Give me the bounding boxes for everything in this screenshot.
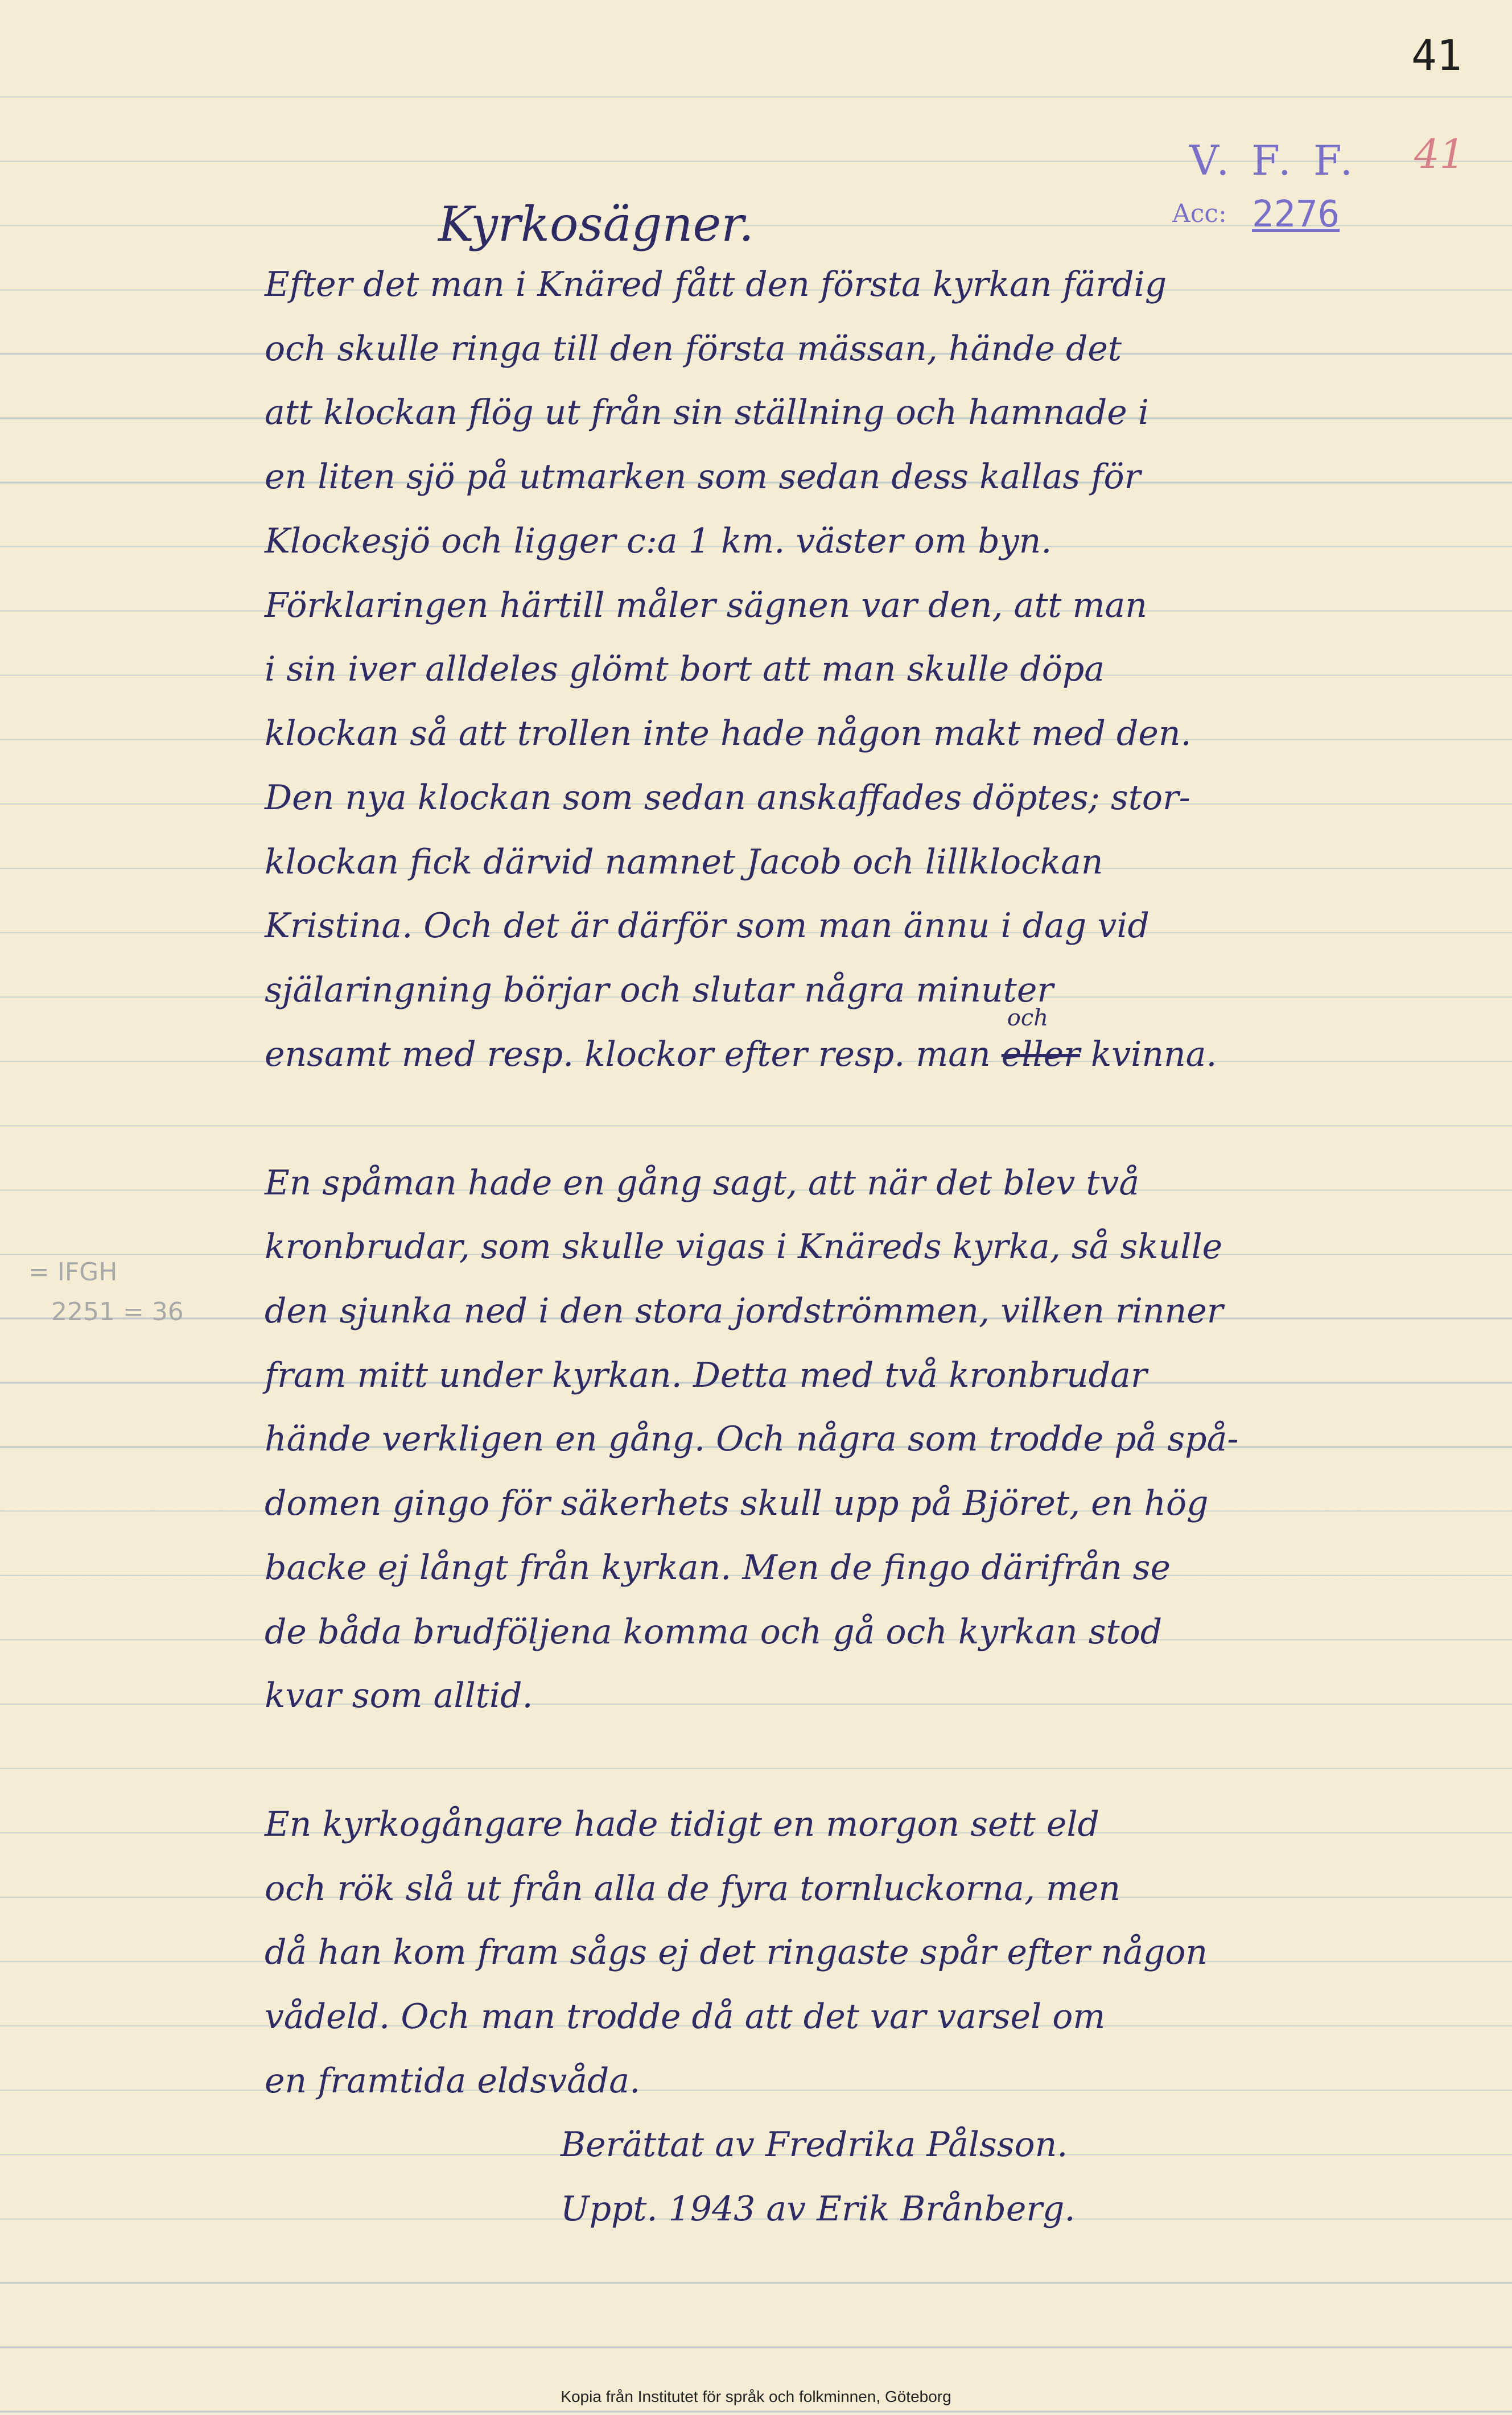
- inserted-word: och: [1007, 1005, 1048, 1031]
- text-line-with-correction: [265, 1005, 1217, 1074]
- archive-stamp-acc-label: Acc:: [1172, 199, 1227, 228]
- text-line: då han kom fram sågs ej det ringaste spår efter någon: [265, 1932, 1208, 1972]
- narrator-credit: Berättat av Fredrika Pålsson.: [561, 2125, 1068, 2165]
- margin-note-line1: = IFGH: [28, 1258, 118, 1287]
- text-segment: ensamt med resp. klockor efter resp. man: [265, 1035, 991, 1074]
- text-line: En spåman hade en gång sagt, att när det blev två: [265, 1163, 1140, 1203]
- text-line: Den nya klockan som sedan anskaffades döptes; stor-: [265, 778, 1190, 818]
- text-line: hände verkligen en gång. Och några som trodde på spå-: [265, 1419, 1239, 1459]
- text-line: Förklaringen härtill måler sägnen var den, att man: [265, 586, 1147, 625]
- text-line: fram mitt under kyrkan. Detta med två kronbrudar: [265, 1355, 1147, 1395]
- archive-stamp-acc-number: 2276: [1252, 193, 1340, 236]
- text-line: själaringning börjar och slutar några minuter: [265, 970, 1054, 1010]
- text-line: de båda brudföljena komma och gå och kyrkan stod: [265, 1612, 1163, 1652]
- text-line: backe ej långt från kyrkan. Men de fingo därifrån se: [265, 1548, 1171, 1588]
- recorder-credit: Uppt. 1943 av Erik Brånberg.: [561, 2189, 1076, 2229]
- text-line: i sin iver alldeles glömt bort att man skulle döpa: [265, 649, 1105, 689]
- margin-note-line2: 2251 = 36: [51, 1297, 184, 1326]
- text-line: Kristina. Och det är därför som man ännu i dag vid: [265, 906, 1150, 946]
- text-line: den sjunka ned i den stora jordströmmen, vilken rinner: [265, 1291, 1223, 1331]
- text-line: vådeld. Och man trodde då att det var varsel om: [265, 1997, 1106, 2037]
- text-line: och skulle ringa till den första mässan, hände det: [265, 329, 1122, 369]
- struck-word: eller: [1001, 1035, 1080, 1074]
- text-line: en framtida eldsvåda.: [265, 2061, 641, 2101]
- text-line: kvar som alltid.: [265, 1676, 533, 1716]
- text-line: Klockesjö och ligger c:a 1 km. väster om byn.: [265, 521, 1052, 561]
- text-line: Efter det man i Knäred fått den första kyrkan färdig: [265, 265, 1167, 304]
- pencil-page-number: 41: [1414, 131, 1465, 178]
- text-segment: kvinna.: [1090, 1035, 1217, 1074]
- text-line: klockan fick därvid namnet Jacob och lillklockan: [265, 842, 1103, 882]
- text-line: En kyrkogångare hade tidigt en morgon sett eld: [265, 1804, 1099, 1844]
- text-line: och rök slå ut från alla de fyra tornluckorna, men: [265, 1869, 1121, 1909]
- archive-footer: Kopia från Institutet för språk och folkminnen, Göteborg: [561, 2388, 951, 2405]
- document-title: Kyrkosägner.: [438, 196, 754, 252]
- text-line: en liten sjö på utmarken som sedan dess kallas för: [265, 457, 1141, 497]
- correction: [1001, 1005, 1080, 1074]
- text-line: kronbrudar, som skulle vigas i Knäreds kyrka, så skulle: [265, 1227, 1223, 1267]
- text-line: att klockan flög ut från sin ställning och hamnade i: [265, 393, 1150, 432]
- text-line: klockan så att trollen inte hade någon makt med den.: [265, 714, 1192, 753]
- text-line: domen gingo för säkerhets skull upp på Björet, en hög: [265, 1483, 1209, 1523]
- page-number: 41: [1411, 31, 1462, 80]
- archive-stamp-vff: V. F. F.: [1189, 137, 1358, 184]
